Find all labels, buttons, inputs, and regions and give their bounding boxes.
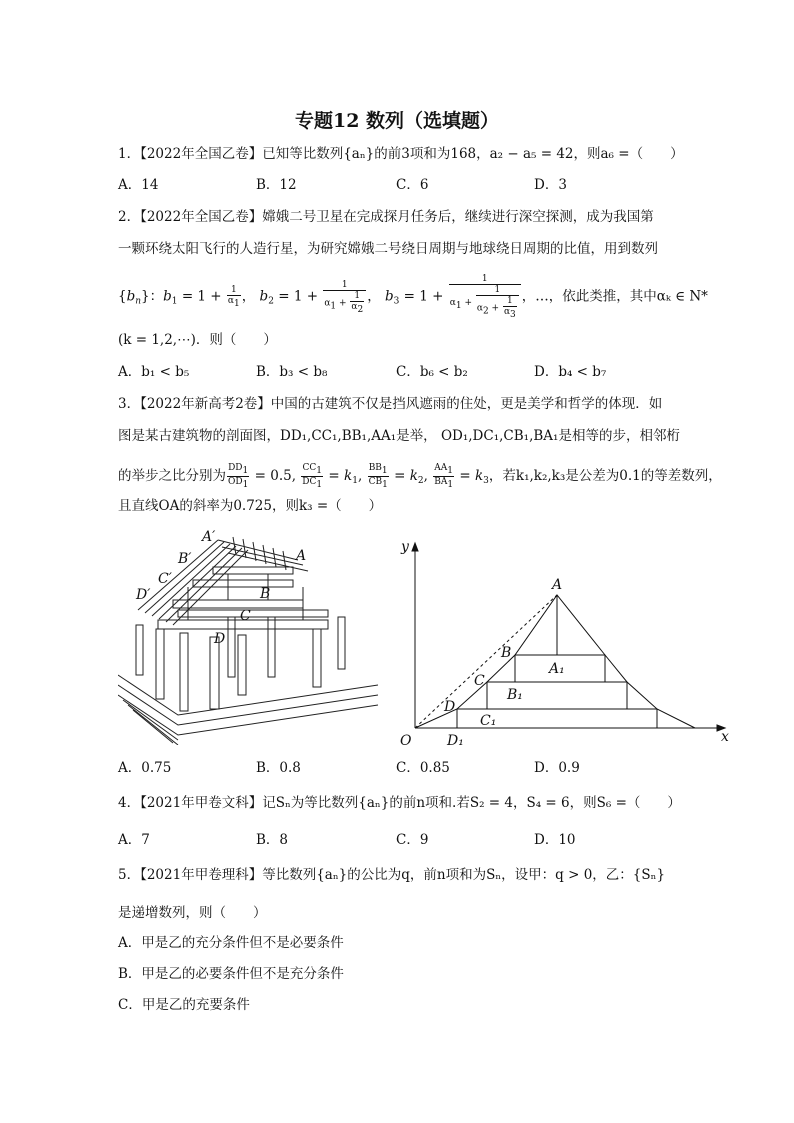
q1-stem: 1．【2022年全国乙卷】已知等比数列{aₙ}的前3项和为168，a₂ − a₅ = 42，则a₆ =（ ） bbox=[118, 146, 684, 162]
q2-sequence-formula: $\{b_n\}$：$b_1 = 1$ + $\frac{1}{\alpha_1}$ ， $b_2 = 1$ + 1 $\alpha_1$ + $\frac{1}{\alpha_2}$ ， $b_3 = 1$ + 1 $\alpha_1$ + 1 $\alpha_2$ + $\frac{1}{\alpha_3}$ ，…，依此类推，其中αₖ ∈ N* bbox=[118, 274, 708, 320]
q2-option-d[interactable]: D．b₄ < b₇ bbox=[534, 364, 607, 380]
label-b-prime: B′ bbox=[178, 551, 192, 567]
label-a-prime: A′ bbox=[202, 529, 216, 545]
label-point-a1: A₁ bbox=[549, 661, 565, 677]
coordinate-diagram bbox=[395, 533, 740, 748]
q1-option-b[interactable]: B．12 bbox=[256, 177, 297, 193]
label-point-d1: D₁ bbox=[447, 733, 464, 748]
q3-option-d[interactable]: D．0.9 bbox=[534, 760, 580, 776]
q2-option-c[interactable]: C．b₆ < b₂ bbox=[396, 364, 468, 380]
label-point-c1: C₁ bbox=[480, 713, 497, 729]
label-y-axis: y bbox=[401, 539, 409, 555]
q3-line3-tail: ，若k₁,k₂,k₃是公差为0.1的等差数列， bbox=[488, 468, 722, 484]
q1-option-a[interactable]: A．14 bbox=[118, 177, 159, 193]
q3-ratio-formula: 的举步之比分别为 $\frac{DD_1}{OD_1}$ = 0.5, $\frac{CC_1}{DC_1}$ = $k_1$, $\frac{BB_1}{CB_1}$ = $k_2$, $\frac{AA_1}{BA_1}$ = $k_3$，若k₁,k₂,k₃是公差为0.1的等差数列， bbox=[118, 463, 722, 490]
columns bbox=[136, 617, 345, 711]
q4-option-a[interactable]: A．7 bbox=[118, 832, 150, 848]
q2-line1: 2．【2022年全国乙卷】嫦娥二号卫星在完成探月任务后，继续进行深空探测，成为我国第 bbox=[118, 209, 654, 225]
q2-line4: (k = 1,2,⋯)．则（ ） bbox=[118, 332, 277, 348]
q4-option-b[interactable]: B．8 bbox=[256, 832, 289, 848]
q1-option-c[interactable]: C．6 bbox=[396, 177, 429, 193]
label-b: B bbox=[260, 586, 271, 602]
q5-option-a[interactable]: A．甲是乙的充分条件但不是必要条件 bbox=[118, 935, 344, 951]
q3-line2: 图是某古建筑物的剖面图，DD₁,CC₁,BB₁,AA₁是举， OD₁,DC₁,CB₁,BA₁是相等的步，相邻桁 bbox=[118, 428, 680, 444]
q5-line1: 5．【2021年甲卷理科】等比数列{aₙ}的公比为q，前n项和为Sₙ，设甲：q > 0，乙：{Sₙ} bbox=[118, 867, 666, 883]
q5-line2: 是递增数列，则（ ） bbox=[118, 905, 267, 921]
q2-option-a[interactable]: A．b₁ < b₅ bbox=[118, 364, 190, 380]
stepped-base bbox=[118, 675, 378, 745]
label-d-prime: D′ bbox=[136, 587, 151, 603]
q4-option-d[interactable]: D．10 bbox=[534, 832, 576, 848]
q5-option-b[interactable]: B．甲是乙的必要条件但不是充分条件 bbox=[118, 966, 344, 982]
q3-line4: 且直线OA的斜率为0.725，则k₃ =（ ） bbox=[118, 498, 383, 514]
q4-option-c[interactable]: C．9 bbox=[396, 832, 429, 848]
q2-line3-tail: ，…，依此类推，其中αₖ ∈ N* bbox=[521, 288, 708, 305]
label-point-b1: B₁ bbox=[507, 687, 523, 703]
label-point-d: D bbox=[444, 699, 456, 715]
label-x-axis: x bbox=[721, 729, 729, 745]
label-point-b: B bbox=[501, 645, 512, 661]
q2-line2: 一颗环绕太阳飞行的人造行星，为研究嫦娥二号绕日周期与地球绕日周期的比值，用到数列 bbox=[118, 241, 658, 257]
label-a: A bbox=[296, 548, 307, 564]
label-point-c: C bbox=[474, 673, 485, 689]
label-point-a: A bbox=[552, 577, 563, 593]
q3-option-a[interactable]: A．0.75 bbox=[118, 760, 172, 776]
q3-line3-head: 的举步之比分别为 bbox=[118, 468, 226, 484]
q2-option-b[interactable]: B．b₃ < b₈ bbox=[256, 364, 328, 380]
q3-option-c[interactable]: C．0.85 bbox=[396, 760, 450, 776]
label-origin: O bbox=[400, 733, 412, 748]
y-axis-arrow-icon bbox=[412, 543, 418, 551]
q3-option-b[interactable]: B．0.8 bbox=[256, 760, 301, 776]
line-oa bbox=[415, 595, 557, 728]
q1-option-d[interactable]: D．3 bbox=[534, 177, 567, 193]
q3-line1: 3．【2022年新高考2卷】中国的古建筑不仅是挡风遮雨的住处，更是美学和哲学的体现．如 bbox=[118, 396, 663, 412]
label-d: D bbox=[214, 631, 226, 647]
ancient-building-figure bbox=[118, 525, 380, 745]
label-c: C bbox=[240, 608, 251, 624]
q5-option-c[interactable]: C．甲是乙的充要条件 bbox=[118, 997, 250, 1013]
q4-stem: 4．【2021年甲卷文科】记Sₙ为等比数列{aₙ}的前n项和.若S₂ = 4，S₄ = 6，则S₆ =（ ） bbox=[118, 795, 681, 811]
label-c-prime: C′ bbox=[158, 571, 172, 587]
page-title: 专题12 数列（选填题） bbox=[294, 110, 500, 132]
